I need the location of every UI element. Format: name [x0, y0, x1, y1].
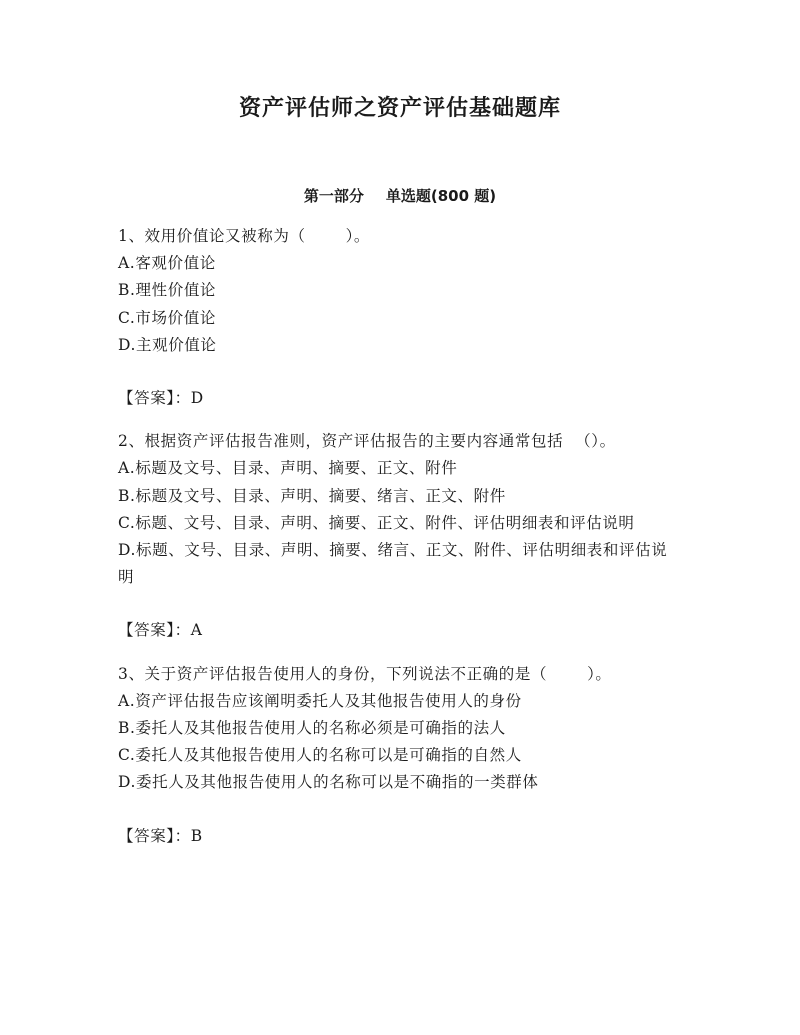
option-c: C.市场价值论 [118, 308, 216, 327]
answer-value: D [190, 389, 204, 408]
option-a: A.资产评估报告应该阐明委托人及其他报告使用人的身份 [118, 691, 522, 710]
answer-line [118, 385, 678, 412]
option-b: B.标题及文号、目录、声明、摘要、绪言、正文、附件 [118, 486, 506, 505]
option-b: B.理性价值论 [118, 281, 217, 300]
answer-line [118, 823, 678, 850]
option-c: C.标题、文号、目录、声明、摘要、正文、附件、评估明细表和评估说明 [118, 513, 635, 532]
option-a: A.客观价值论 [118, 254, 216, 273]
question-2 [118, 428, 678, 644]
answer-label: 【答案】： [118, 826, 191, 845]
section-type-label: 单选题(800 题) [385, 187, 497, 205]
option-d: D.标题、文号、目录、声明、摘要、绪言、正文、附件、评估明细表和评估说明 [118, 541, 668, 587]
option-a: A.标题及文号、目录、声明、摘要、正文、附件 [118, 459, 458, 478]
answer-value: B [190, 826, 203, 845]
option-c: C.委托人及其他报告使用人的名称可以是可确指的自然人 [118, 746, 522, 765]
question-stem: 3、关于资产评估报告使用人的身份，下列说法不正确的是（ ）。 [118, 664, 612, 683]
option-b: B.委托人及其他报告使用人的名称必须是可确指的法人 [118, 719, 506, 738]
answer-label: 【答案】： [118, 621, 191, 640]
section-title [0, 184, 800, 208]
answer-line [118, 617, 678, 644]
question-stem: 2、根据资产评估报告准则，资产评估报告的主要内容通常包括 （）。 [118, 432, 616, 451]
question-1 [118, 223, 678, 412]
document-title: 资产评估师之资产评估基础题库 [238, 96, 561, 121]
question-3 [118, 661, 678, 850]
option-d: D.主观价值论 [118, 335, 217, 354]
section-part-label: 第一部分 [303, 187, 364, 205]
option-d: D.委托人及其他报告使用人的名称可以是不确指的一类群体 [118, 773, 539, 792]
answer-value: A [190, 621, 203, 640]
answer-label: 【答案】： [118, 389, 191, 408]
question-stem: 1、效用价值论又被称为（ ）。 [118, 227, 371, 245]
question-list [118, 223, 678, 866]
